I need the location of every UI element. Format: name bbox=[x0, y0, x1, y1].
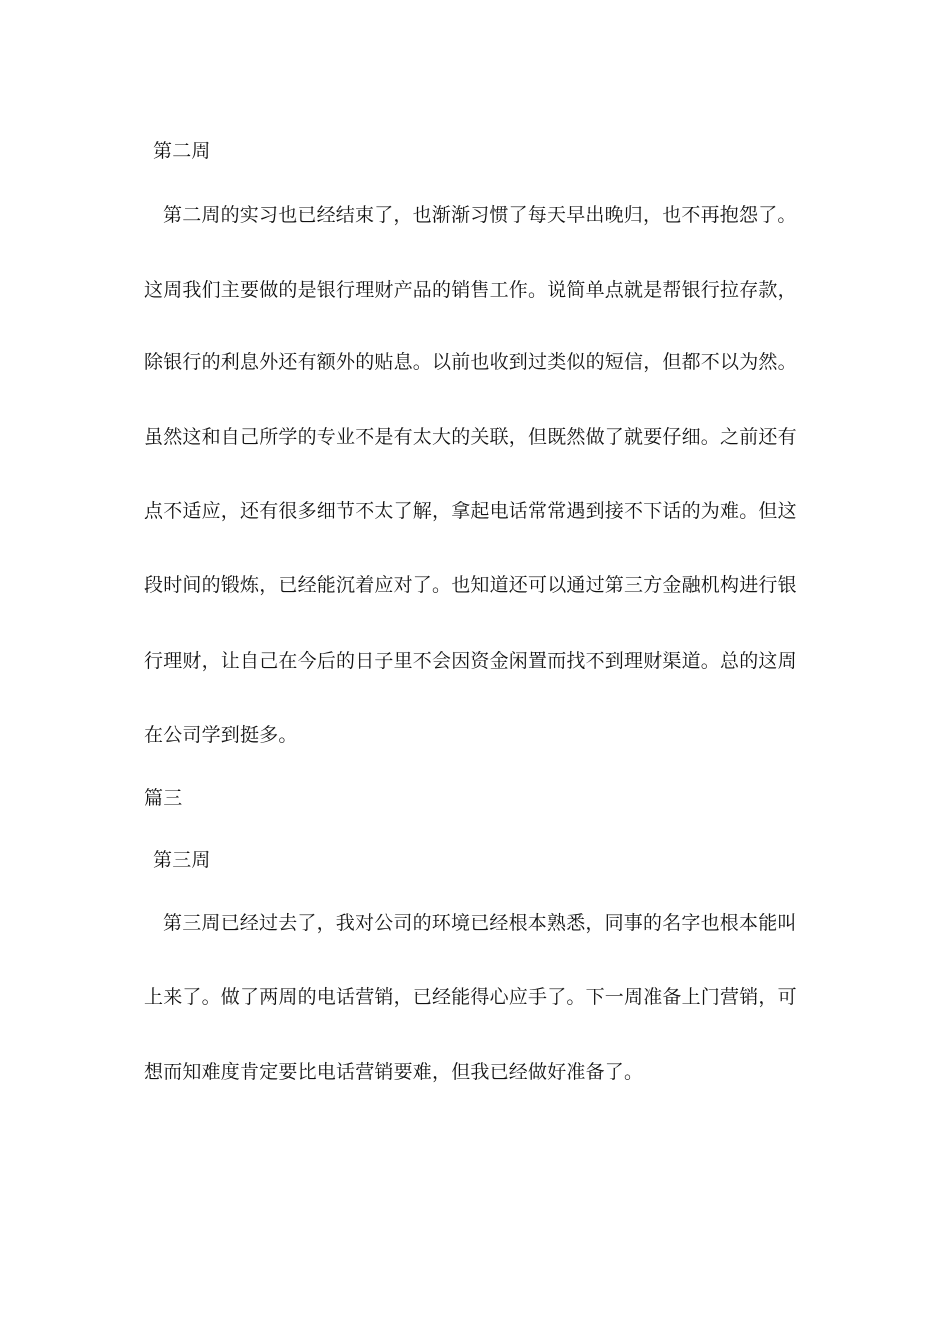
paragraph-line: 想而知难度肯定要比电话营销要难，但我已经做好准备了。 bbox=[144, 1061, 644, 1083]
paragraph-line: 虽然这和自己所学的专业不是有太大的关联，但既然做了就要仔细。之前还有 bbox=[144, 426, 797, 448]
paragraph-line: 点不适应，还有很多细节不太了解，拿起电话常常遇到接不下话的为难。但这 bbox=[144, 500, 797, 522]
paragraph-line: 第三周已经过去了，我对公司的环境已经根本熟悉，同事的名字也根本能叫 bbox=[163, 912, 797, 934]
part-title: 篇三 bbox=[144, 787, 183, 809]
paragraph-line: 在公司学到挺多。 bbox=[144, 724, 298, 746]
paragraph-line: 行理财，让自己在今后的日子里不会因资金闲置而找不到理财渠道。总的这周 bbox=[144, 650, 797, 672]
paragraph-line: 段时间的锻炼，已经能沉着应对了。也知道还可以通过第三方金融机构进行银 bbox=[144, 574, 797, 596]
paragraph-line: 第二周的实习也已经结束了，也渐渐习惯了每天早出晚归，也不再抱怨了。 bbox=[163, 204, 797, 226]
paragraph-line: 除银行的利息外还有额外的贴息。以前也收到过类似的短信，但都不以为然。 bbox=[144, 351, 797, 373]
section-heading: 第三周 bbox=[153, 849, 211, 871]
section-heading: 第二周 bbox=[153, 140, 211, 162]
paragraph-line: 这周我们主要做的是银行理财产品的销售工作。说简单点就是帮银行拉存款， bbox=[144, 279, 797, 301]
paragraph-line: 上来了。做了两周的电话营销，已经能得心应手了。下一周准备上门营销，可 bbox=[144, 986, 797, 1008]
